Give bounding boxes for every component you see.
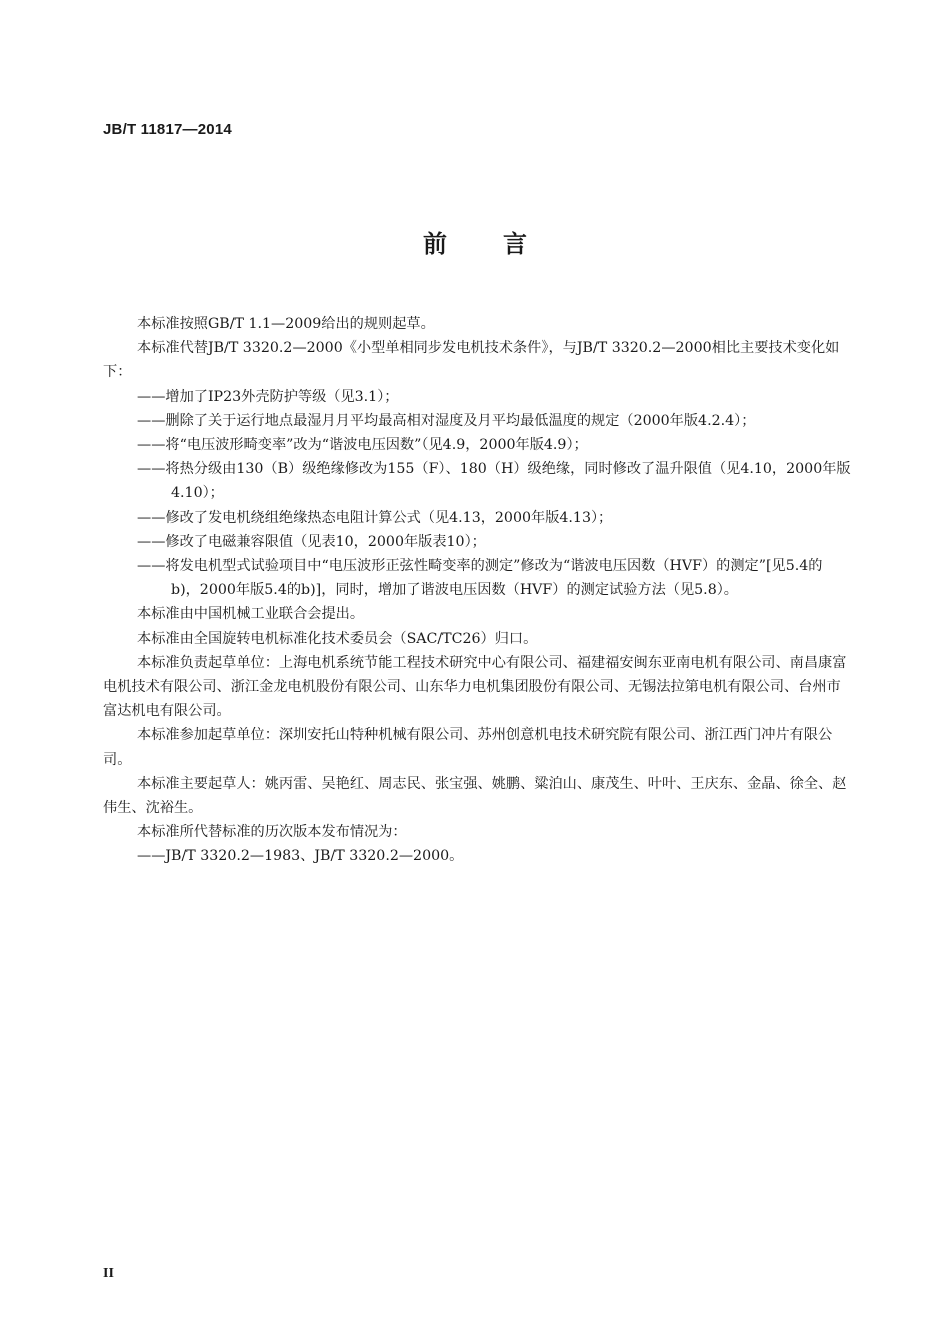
- drafting-units-paragraph: 本标准负责起草单位：上海电机系统节能工程技术研究中心有限公司、福建福安闽东亚南电机有限公司、南昌康富电机技术有限公司、浙江金龙电机股份有限公司、山东华力电机集团股份有限公司、无锡法拉第电机有限公司、台州市富达机电有限公司。: [103, 654, 847, 720]
- committee-paragraph: 本标准由全国旋转电机标准化技术委员会（SAC/TC26）归口。: [137, 630, 538, 647]
- proposer-paragraph: 本标准由中国机械工业联合会提出。: [137, 606, 365, 623]
- change-item: ——删除了关于运行地点最湿月月平均最高相对湿度及月平均最低温度的规定（2000年版4.2.4）；: [137, 412, 756, 429]
- history-intro-paragraph: 本标准所代替标准的历次版本发布情况为：: [137, 824, 407, 841]
- page-number: II: [103, 1266, 114, 1281]
- change-item: ——修改了发电机绕组绝缘热态电阻计算公式（见4.13，2000年版4.13）；: [137, 509, 613, 526]
- change-item: ——将“电压波形畸变率”改为“谐波电压因数”（见4.9，2000年版4.9）；: [137, 437, 588, 454]
- change-item: ——修改了电磁兼容限值（见表10，2000年版表10）；: [137, 533, 486, 550]
- change-item: ——将热分级由130（B）级绝缘修改为155（F）、180（H）级绝缘，同时修改了温升限值（见4.10，2000年版4.10）；: [137, 461, 851, 502]
- page-title: 前言: [423, 230, 583, 258]
- document-body: [103, 312, 851, 869]
- replacement-paragraph: 本标准代替JB/T 3320.2—2000《小型单相同步发电机技术条件》，与JB/T 3320.2—2000相比主要技术变化如下：: [103, 340, 840, 381]
- history-item: ——JB/T 3320.2—1983、JB/T 3320.2—2000。: [137, 848, 464, 865]
- participating-units-paragraph: 本标准参加起草单位：深圳安托山特种机械有限公司、苏州创意机电技术研究院有限公司、浙江西门冲片有限公司。: [103, 727, 833, 768]
- drafters-paragraph: 本标准主要起草人：姚丙雷、吴艳红、周志民、张宝强、姚鹏、粱泊山、康茂生、叶叶、王庆东、金晶、徐全、赵伟生、沈裕生。: [103, 775, 847, 817]
- standard-code: JB/T 11817—2014: [103, 121, 232, 138]
- change-item: ——增加了IP23外壳防护等级（见3.1）；: [137, 388, 399, 405]
- change-item: ——将发电机型式试验项目中“电压波形正弦性畸变率的测定”修改为“谐波电压因数（HVF）的测定”[见5.4的b)，2000年版5.4的b)]，同时，增加了谐波电压因数（HVF）的测定试验方法（见5.8）。: [137, 558, 823, 599]
- drafting-rule-paragraph: 本标准按照GB/T 1.1—2009给出的规则起草。: [137, 316, 435, 332]
